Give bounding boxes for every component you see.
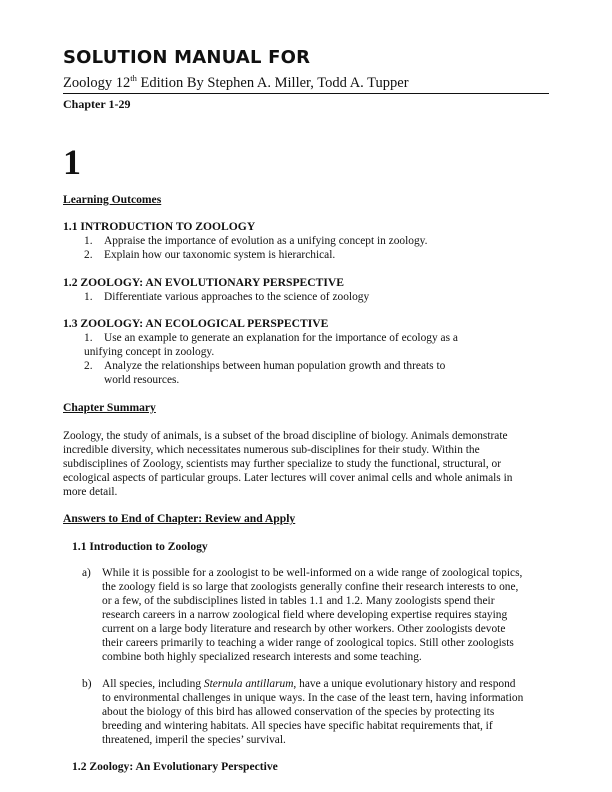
answer-line: about the biology of this bird has allowed conservation of the species by protecting its — [102, 706, 495, 718]
answer-line: to environmental challenges in unique ways. In the case of the least tern, having information — [102, 692, 524, 704]
answer-label-b: b) — [82, 678, 92, 690]
learning-outcomes-heading: Learning Outcomes — [63, 193, 162, 206]
summary-line: incredible diversity, which necessitates numerous sub-disciplines for their study. Within the — [63, 444, 480, 456]
outcome-number: 2. — [84, 360, 93, 372]
answer-line: research careers in a narrow zoological field where developing expertise requires staying — [102, 609, 508, 621]
answer-line — [102, 677, 515, 691]
subtitle-suffix: Edition By Stephen A. Miller, Todd A. Tupper — [136, 75, 409, 91]
answer-label-a: a) — [82, 567, 91, 579]
summary-line: subdisciplines of Zoology, scientists may further specialize to study the functional, structural, or — [63, 458, 502, 470]
outcome-number: 1. — [84, 235, 93, 247]
subtitle-prefix: Zoology 12 — [63, 75, 131, 91]
chapter-summary-heading: Chapter Summary — [63, 401, 156, 414]
answer-line: current on a large body literature and research by other workers. Other zoologists devote — [102, 623, 506, 635]
answer-line: or a few, of the subdisciplines listed in tables 1.1 and 1.2. Many zoologists spend their — [102, 595, 495, 607]
outcome-text: Analyze the relationships between human population growth and threats to — [104, 360, 446, 372]
outcome-item — [84, 331, 458, 345]
answer-line: combine both highly specialized research interests and some teaching. — [102, 651, 422, 663]
document-title: SOLUTION MANUAL FOR — [63, 47, 311, 68]
section-heading-1-1: 1.1 INTRODUCTION TO ZOOLOGY — [63, 220, 256, 233]
outcome-number: 2. — [84, 249, 93, 261]
answer-text: All species, including — [102, 678, 204, 690]
outcome-text-continuation: world resources. — [104, 374, 180, 386]
chapter-range: Chapter 1-29 — [63, 97, 131, 111]
answer-line: threatened, imperil the species’ survival. — [102, 734, 286, 746]
chapter-number: 1 — [63, 142, 81, 182]
outcome-text: Differentiate various approaches to the science of zoology — [104, 291, 370, 303]
outcome-text: Use an example to generate an explanation for the importance of ecology as a — [104, 332, 458, 344]
book-subtitle — [63, 73, 409, 92]
summary-line: Zoology, the study of animals, is a subset of the broad discipline of biology. Animals demonstrate — [63, 430, 508, 442]
species-name: Sternula antillarum — [203, 678, 294, 690]
outcome-text-continuation: unifying concept in zoology. — [84, 346, 215, 358]
answer-text: , have a unique evolutionary history and respond — [293, 678, 516, 690]
subtitle-superscript: th — [130, 73, 137, 83]
section-heading-1-2: 1.2 ZOOLOGY: AN EVOLUTIONARY PERSPECTIVE — [63, 276, 344, 289]
answers-section-1-2: 1.2 Zoology: An Evolutionary Perspective — [72, 760, 278, 773]
answer-line: While it is possible for a zoologist to be well-informed on a wide range of zoological topics, — [102, 567, 523, 579]
outcome-item — [84, 248, 335, 262]
answer-line: breeding and wintering habitats. All species have specific habitat requirements that, if — [102, 720, 493, 732]
outcome-number: 1. — [84, 332, 93, 344]
outcome-text: Appraise the importance of evolution as a unifying concept in zoology. — [104, 235, 428, 247]
outcome-item — [84, 359, 445, 373]
header-rule — [63, 93, 549, 94]
outcome-item — [84, 290, 369, 304]
summary-line: more detail. — [63, 486, 118, 498]
answer-line: their careers primarily to teaching a wider range of zoological topics. Still other zoologists — [102, 637, 514, 649]
outcome-number: 1. — [84, 291, 93, 303]
answer-line: the zoology field is so large that zoologists generally confine their research interests to one, — [102, 581, 519, 593]
section-heading-1-3: 1.3 ZOOLOGY: AN ECOLOGICAL PERSPECTIVE — [63, 317, 329, 330]
answers-section-1-1: 1.1 Introduction to Zoology — [72, 540, 208, 553]
outcome-item — [84, 234, 428, 248]
outcome-text: Explain how our taxonomic system is hierarchical. — [104, 249, 336, 261]
summary-line: ecological aspects of particular groups. Later lectures will cover animal cells and whole animals in — [63, 472, 513, 484]
answers-heading: Answers to End of Chapter: Review and Apply — [63, 512, 296, 525]
